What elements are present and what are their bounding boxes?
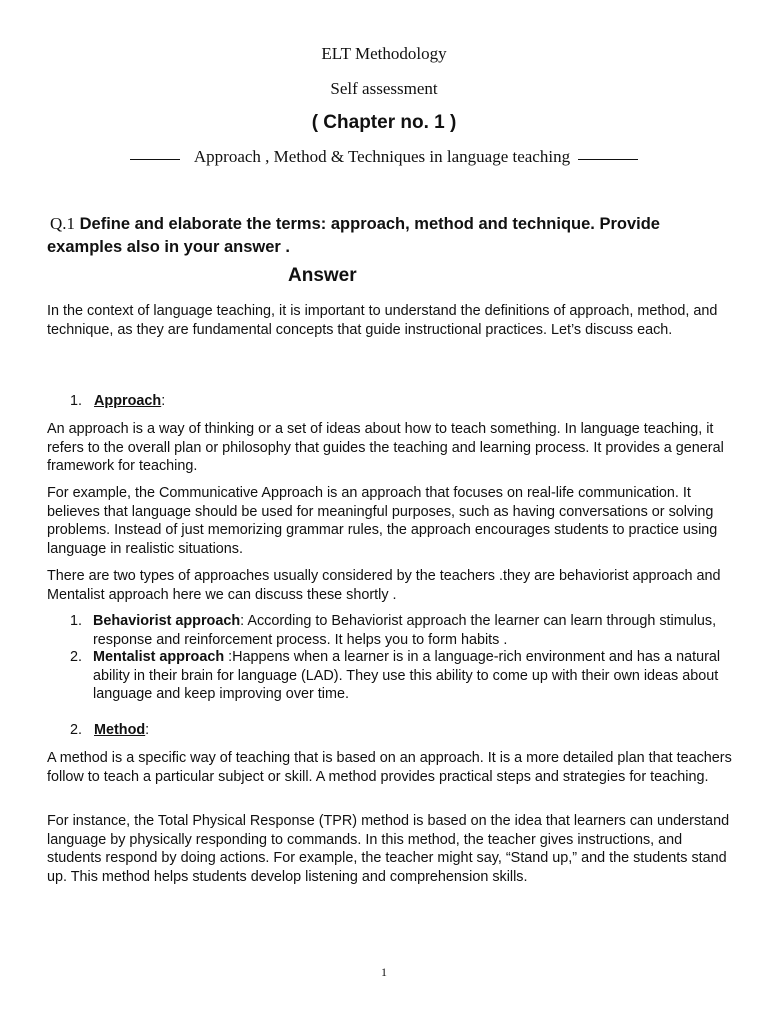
mentalist-term: Mentalist approach: [93, 649, 225, 665]
method-example: For instance, the Total Physical Response (TPR) method is based on the idea that learners can understand language by physically responding to commands. In this method, the teacher gives instructions, and students respond by doing actions. For example, the teacher might say, “Stand up,” and the students stand up. This method helps students develop listening and comprehension skills.: [47, 813, 730, 885]
section1-colon: :: [161, 393, 166, 409]
item-number: 2.: [70, 649, 83, 665]
page-number: 1: [381, 965, 387, 979]
section2-heading: [70, 721, 149, 740]
question-text: Define and elaborate the terms: approach, method and technique. Provide examples also in your answer .: [47, 215, 660, 256]
chapter-subtitle: [0, 147, 768, 167]
assessment-title: Self assessment: [330, 79, 438, 98]
approach-type-item: [70, 648, 730, 704]
approach-types-intro: There are two types of approaches usually considered by the teachers .they are behaviorist approach and Mentalist approach here we can discuss these shortly .: [47, 568, 721, 603]
question: [47, 212, 737, 259]
section1-heading: [70, 392, 165, 411]
question-number: Q.1: [50, 214, 76, 233]
section2-number: 2.: [70, 722, 83, 738]
method-definition: A method is a specific way of teaching that is based on an approach. It is a more detailed plan that teachers follow to teach a particular subject or skill. A method provides practical steps and strategies for teaching.: [47, 750, 732, 785]
course-title: ELT Methodology: [321, 44, 447, 63]
section1-title: Approach: [94, 393, 162, 409]
behaviorist-text: : According to Behaviorist approach the learner can learn through stimulus, response and reinforcement process. It helps you to form habits .: [93, 613, 717, 648]
section2-colon: :: [145, 722, 150, 738]
section1-number: 1.: [70, 393, 83, 409]
behaviorist-term: Behaviorist approach: [93, 613, 241, 629]
approach-example: For example, the Communicative Approach is an approach that focuses on real-life communication. It believes that language should be used for meaningful purposes, such as having conversations or solving problems. Instead of just memorizing grammar rules, the approach encourages students to practice using language in realistic situations.: [47, 485, 718, 557]
approach-definition: An approach is a way of thinking or a set of ideas about how to teach something. In language teaching, it refers to the overall plan or philosophy that guides the teaching and learning process. It provides a general framework for teaching.: [47, 421, 724, 474]
chapter-subtitle-text: Approach , Method & Techniques in language teaching: [193, 147, 571, 166]
right-blank-line: [578, 159, 638, 160]
approach-type-item: [70, 612, 730, 649]
intro-paragraph: In the context of language teaching, it is important to understand the definitions of approach, method, and technique, as they are fundamental concepts that guide instructional practices. Let’s discuss each.: [47, 303, 718, 338]
mentalist-text: :Happens when a learner is in a language-rich environment and has a natural ability in their brain for language (LAD). They use this ability to come up with their own ideas about language and keep improving over time.: [93, 649, 721, 702]
left-blank-line: [130, 159, 180, 160]
chapter-title: ( Chapter no. 1 ): [311, 112, 457, 133]
section2-title: Method: [94, 722, 146, 738]
answer-heading: Answer: [288, 265, 357, 286]
item-number: 1.: [70, 613, 83, 629]
